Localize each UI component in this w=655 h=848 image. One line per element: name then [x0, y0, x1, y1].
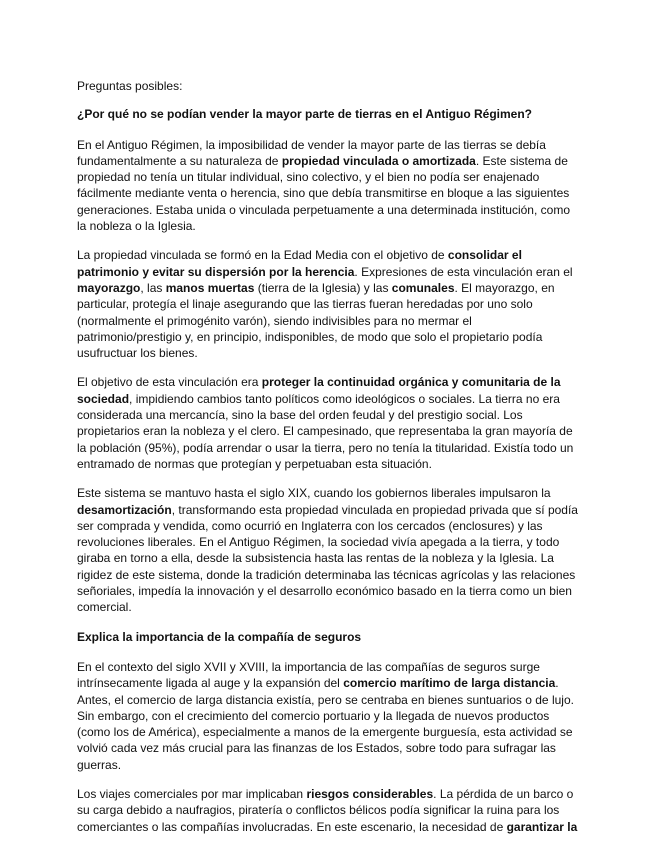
intro-label: Preguntas posibles: — [77, 79, 183, 93]
bold-phrase: mayorazgo — [77, 280, 141, 295]
document-body — [77, 78, 579, 848]
paragraph-3: El objetivo de esta vinculación era proteger la continuidad orgánica y comunitaria de la sociedad, impidiendo cambios tanto políticos como ideológicos o sociales. La tierra no era considerada una mercancía, sino la base del orden feudal y del prestigio social. Los propietarios eran la nobleza y el clero. El campesinado, que representaba la gran mayoría de la población (95%), podía arrendar o usar la tierra, pero no tenía la titularidad. Existía todo un entramado de normas que protegían y perpetuaban esta situación. — [77, 375, 574, 471]
bold-phrase: riesgos considerables — [306, 786, 434, 801]
bold-phrase: proteger la continuidad orgánica y comunitaria de la sociedad — [77, 375, 561, 406]
question-heading-2: Explica la importancia de la compañía de seguros — [77, 629, 362, 644]
bold-phrase: propiedad vinculada o amortizada — [281, 153, 476, 168]
question-heading-1: ¿Por qué no se podían vender la mayor parte de tierras en el Antiguo Régimen? — [77, 107, 532, 122]
paragraph-6: Los viajes comerciales por mar implicaban riesgos considerables. La pérdida de un barco o su carga debido a naufragios, piratería o conflictos bélicos podía significar la ruina para los comerciantes o las compañías involucradas. En este escenario, la necesidad de garantizar la — [77, 786, 578, 834]
bold-phrase: garantizar la — [506, 819, 578, 834]
bold-phrase: desamortización — [77, 502, 172, 517]
paragraph-4: Este sistema se mantuvo hasta el siglo XIX, cuando los gobiernos liberales impulsaron la desamortización, transformando esta propiedad vinculada en propiedad privada que sí podía ser comprada y vendida, como ocurrió en Inglaterra con los cercados (enclosures) y las revoluciones liberales. En el Antiguo Régimen, la sociedad vivía apegada a la tierra, y todo giraba en torno a ella, desde la subsistencia hasta las rentas de la nobleza y la Iglesia. La rigidez de este sistema, donde la tradición determinaba las técnicas agrícolas y las relaciones señoriales, impedía la innovación y el desarrollo económico basado en la tierra como un bien comercial. — [77, 486, 578, 615]
bold-phrase: consolidar el patrimonio y evitar su dispersión por la herencia — [77, 248, 522, 279]
paragraph-2: La propiedad vinculada se formó en la Edad Media con el objetivo de consolidar el patrimonio y evitar su dispersión por la herencia. Expresiones de esta vinculación eran el mayorazgo, las manos muertas (tierra de la Iglesia) y las comunales. El mayorazgo, en particular, protegía el linaje asegurando que las tierras fueran heredadas por uno solo (normalmente el primogénito varón), siendo indivisibles para no mermar el patrimonio/prestigio y, en principio, indisponibles, de modo que solo el propietario podía usufructuar los bienes. — [77, 248, 573, 361]
paragraph-5: En el contexto del siglo XVII y XVIII, la importancia de las compañías de seguros surge intrínsecamente ligada al auge y la expansión del comercio marítimo de larga distancia. Antes, el comercio de larga distancia existía, pero se centraba en bienes suntuarios o de lujo. Sin embargo, con el crecimiento del comercio portuario y la llegada de nuevos productos (como los de América), especialmente a manos de la emergente burguesía, esta actividad se volvió cada vez más crucial para las finanzas de los Estados, sobre todo para sufragar las guerras. — [77, 659, 574, 772]
bold-phrase: comercio marítimo de larga distancia — [343, 676, 556, 691]
bold-phrase: comunales — [391, 280, 455, 295]
bold-phrase: manos muertas — [165, 280, 255, 295]
paragraph-1: En el Antiguo Régimen, la imposibilidad de vender la mayor parte de las tierras se debía fundamentalmente a su naturaleza de propiedad vinculada o amortizada. Este sistema de propiedad no tenía un titular individual, sino colectivo, y el bien no podía ser enajenado fácilmente mediante venta o herencia, sino que debía transmitirse en bloque a las siguientes generaciones. Estaba unida o vinculada perpetuamente a una determinada institución, como la nobleza o la Iglesia. — [77, 137, 570, 234]
